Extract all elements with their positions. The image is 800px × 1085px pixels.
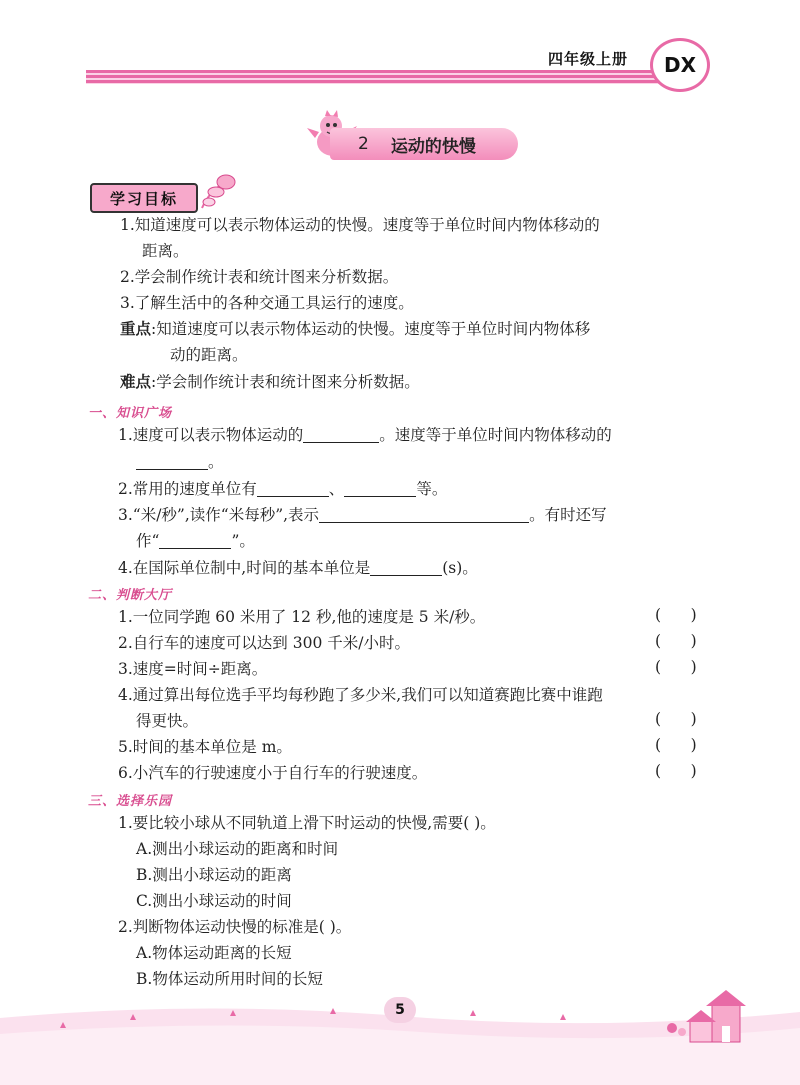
s2-item-3: 3.速度=时间÷距离。 (118, 660, 268, 678)
dx-badge: DX (650, 38, 710, 92)
s3-q1-option-b[interactable]: B.测出小球运动的距离 (136, 866, 292, 884)
s2-item-1: 1.一位同学跑 60 米用了 12 秒,他的速度是 5 米/秒。 (118, 608, 486, 626)
s1-q1-text-c: 。 (208, 453, 224, 471)
s1-q3-text-b: 。有时还写 (529, 506, 607, 524)
page-number: 5 (384, 997, 416, 1023)
blank[interactable] (136, 453, 208, 470)
goal-1: 1.知道速度可以表示物体运动的快慢。速度等于单位时间内物体移动的 (120, 216, 600, 234)
s1-q3 (118, 504, 607, 526)
lesson-number: 2 (358, 134, 369, 154)
blank[interactable] (344, 480, 416, 497)
castle-icon (667, 990, 746, 1042)
key-text: :知道速度可以表示物体运动的快慢。速度等于单位时间内物体移 (151, 320, 591, 338)
s1-q2-text-a: 2.常用的速度单位有 (118, 480, 257, 498)
s3-q1-option-c[interactable]: C.测出小球运动的时间 (136, 892, 292, 910)
lesson-title-tab (330, 128, 518, 160)
s1-q4-text-b: (s)。 (442, 559, 478, 577)
s1-q2-text-b: 、 (328, 480, 345, 498)
answer-paren[interactable]: ( ) (655, 606, 697, 624)
answer-paren[interactable]: ( ) (655, 762, 697, 780)
s1-q1-text-b: 。速度等于单位时间内物体移动的 (379, 426, 612, 444)
header-stripe (86, 70, 666, 84)
s2-item-4: 4.通过算出每位选手平均每秒跑了多少米,我们可以知道赛跑比赛中谁跑 (118, 686, 603, 704)
answer-paren[interactable]: ( ) (655, 736, 697, 754)
flower-icon (196, 172, 238, 212)
goal-2: 2.学会制作统计表和统计图来分析数据。 (120, 268, 399, 286)
grade-label: 四年级上册 (548, 50, 629, 68)
s1-q3-text-c: 作“ (136, 532, 160, 550)
s1-q4 (118, 557, 478, 579)
answer-paren[interactable]: ( ) (655, 710, 697, 728)
s1-q4-text-a: 4.在国际单位制中,时间的基本单位是 (118, 559, 371, 577)
s1-q2-text-c: 等。 (416, 480, 448, 498)
blank[interactable] (257, 480, 329, 497)
section-title-choice: 三、选择乐园 (88, 794, 173, 809)
s3-q2-option-b[interactable]: B.物体运动所用时间的长短 (136, 970, 323, 988)
key-label: 重点 (120, 319, 152, 338)
s3-q1-option-a[interactable]: A.测出小球运动的距离和时间 (136, 840, 339, 858)
difficult-text: :学会制作统计表和统计图来分析数据。 (151, 373, 420, 391)
s1-q3-text-a: 3.“米/秒”,读作“米每秒”,表示 (118, 506, 320, 524)
s2-item-4-cont: 得更快。 (136, 712, 199, 730)
s1-q1 (118, 424, 612, 446)
difficult-label: 难点 (120, 372, 152, 391)
s3-q2-option-a[interactable]: A.物体运动距离的长短 (136, 944, 292, 962)
section-title-judgement: 二、判断大厅 (88, 588, 173, 603)
s1-q1-cont (136, 451, 224, 473)
section-title-knowledge: 一、知识广场 (88, 406, 173, 421)
s3-q1: 1.要比较小球从不同轨道上滑下时运动的快慢,需要( )。 (118, 814, 496, 832)
key-point-cont: 动的距离。 (170, 346, 248, 364)
s1-q3-text-d: ”。 (231, 532, 255, 550)
s2-item-5: 5.时间的基本单位是 m。 (118, 738, 292, 756)
difficult-point (120, 371, 420, 393)
goal-1-cont: 距离。 (142, 242, 189, 260)
s3-q2: 2.判断物体运动快慢的标准是( )。 (118, 918, 352, 936)
s2-item-6: 6.小汽车的行驶速度小于自行车的行驶速度。 (118, 764, 428, 782)
answer-paren[interactable]: ( ) (655, 632, 697, 650)
blank[interactable] (319, 506, 529, 523)
s2-item-2: 2.自行车的速度可以达到 300 千米/小时。 (118, 634, 410, 652)
s1-q2 (118, 478, 447, 500)
answer-paren[interactable]: ( ) (655, 658, 697, 676)
s1-q3-cont (136, 530, 255, 552)
lesson-title: 运动的快慢 (390, 136, 476, 157)
key-point (120, 318, 590, 340)
s1-q1-text-a: 1.速度可以表示物体运动的 (118, 426, 304, 444)
blank[interactable] (159, 532, 231, 549)
blank[interactable] (370, 559, 442, 576)
study-goal-badge: 学习目标 (90, 183, 198, 213)
goal-3: 3.了解生活中的各种交通工具运行的速度。 (120, 294, 414, 312)
blank[interactable] (303, 426, 379, 443)
